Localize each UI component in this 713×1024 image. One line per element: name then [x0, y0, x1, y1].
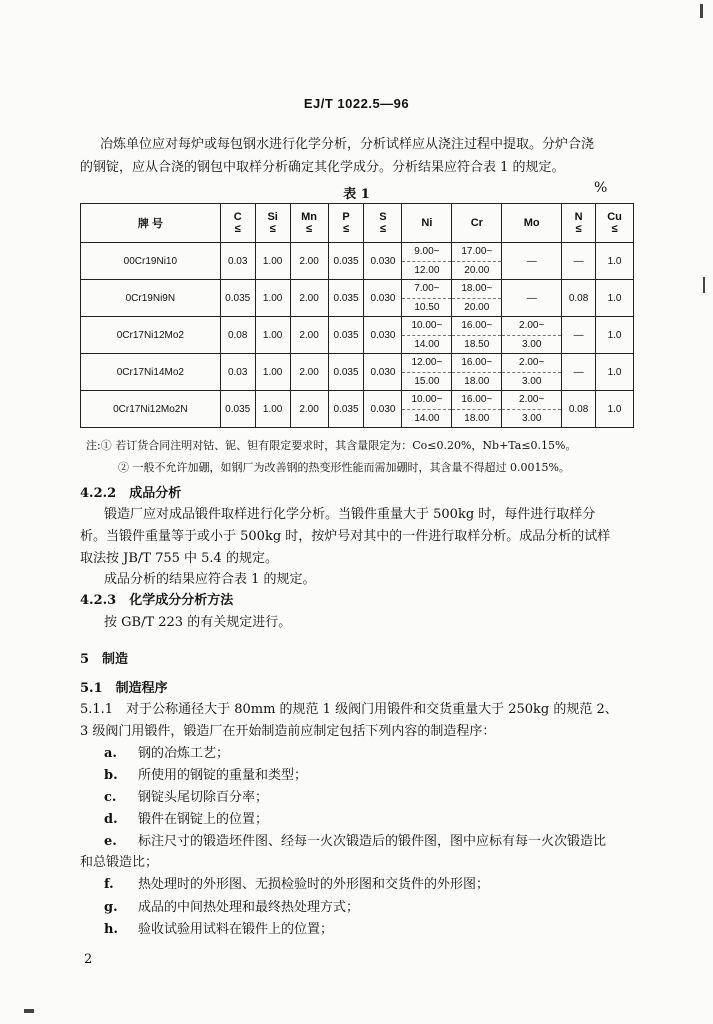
list-item-label: g.	[104, 900, 118, 915]
range-bound: 16.00~	[452, 354, 501, 373]
column-header: P ≤	[328, 204, 364, 243]
range-bound: 20.00	[464, 301, 490, 313]
table-cell-si: 1.00	[255, 354, 290, 391]
table-row	[81, 354, 634, 391]
range-bound: 17.00~	[452, 243, 501, 262]
table-cell-mn: 2.00	[290, 243, 328, 280]
list-item-text: 验收试验用试料在锻件上的位置；	[138, 922, 334, 937]
list-item	[104, 743, 229, 764]
list-item	[104, 809, 268, 830]
grade-cell: 0Cr17Ni12Mo2	[81, 317, 221, 354]
table-cell-s: 0.030	[364, 280, 402, 317]
range-bound: 2.00~	[502, 354, 561, 373]
table-cell-s: 0.030	[364, 391, 402, 428]
range-bound: 10.00~	[402, 317, 451, 336]
scan-mark	[700, 4, 703, 18]
table-cell-cr	[452, 391, 502, 428]
table-row	[81, 280, 634, 317]
range-bound: 15.00	[414, 375, 440, 387]
table-cell-cr	[452, 317, 502, 354]
table-cell-si: 1.00	[255, 280, 290, 317]
column-header: Si ≤	[255, 204, 290, 243]
list-item-label: b.	[104, 768, 118, 783]
range-bound: 3.00	[521, 412, 542, 424]
list-item	[80, 852, 158, 873]
column-header: S ≤	[364, 204, 402, 243]
section-5-1-heading: 5.1 制造程序	[80, 681, 168, 696]
list-item	[104, 787, 268, 808]
column-header: C ≤	[220, 204, 255, 243]
range-bound: 18.00	[464, 412, 490, 424]
table-cell-cu: 1.0	[596, 280, 634, 317]
list-item-label: e.	[104, 834, 117, 849]
table-cell-ni	[402, 354, 452, 391]
table-cell-cu: 1.0	[596, 243, 634, 280]
range-bound: 18.00	[464, 375, 490, 387]
table-cell-c: 0.035	[220, 280, 255, 317]
section-4-2-3-heading: 4.2.3 化学成分分析方法	[80, 593, 234, 608]
range-bound: 14.00	[414, 338, 440, 350]
standard-number-header: EJ/T 1022.5—96	[303, 96, 410, 111]
table-cell-p: 0.035	[328, 391, 364, 428]
section-4-2-2-heading: 4.2.2 成品分析	[80, 486, 182, 501]
range-bound: 16.00~	[452, 391, 501, 410]
grade-cell: 0Cr17Ni14Mo2	[81, 354, 221, 391]
table-header-row	[81, 204, 634, 243]
list-item-text: 成品的中间热处理和最终热处理方式；	[138, 900, 360, 915]
table-cell-cu: 1.0	[596, 317, 634, 354]
range-bound: 7.00~	[402, 280, 451, 299]
range-bound: 20.00	[464, 264, 490, 276]
range-bound: 2.00~	[502, 317, 561, 336]
range-bound: 12.00~	[402, 354, 451, 373]
list-item-text: 锻件在钢锭上的位置；	[138, 812, 269, 827]
table-cell-s: 0.030	[364, 317, 402, 354]
table-cell-c: 0.08	[220, 317, 255, 354]
table-cell-cr	[452, 354, 502, 391]
list-item-text: 钢锭头尾切除百分率；	[138, 790, 269, 805]
range-bound: 3.00	[521, 338, 542, 350]
list-item	[104, 831, 606, 852]
table-cell-cr	[452, 280, 502, 317]
table-cell-p: 0.035	[328, 243, 364, 280]
list-item-label: f.	[104, 877, 114, 892]
column-header: Cu ≤	[596, 204, 634, 243]
table-row	[81, 391, 634, 428]
paragraph-line: 5.1.1 对于公称通径大于 80mm 的规范 1 级阀门用锻件和交货重量大于 250kg 的规范 2、	[80, 702, 618, 717]
intro-line-2: 的钢锭，应从合浇的钢包中取样分析确定其化学成分。分析结果应符合表 1 的规定。	[80, 160, 565, 175]
table-cell-ni	[402, 391, 452, 428]
column-header: Mn ≤	[290, 204, 328, 243]
range-bound: 3.00	[521, 375, 542, 387]
table-cell-c: 0.03	[220, 243, 255, 280]
table-cell-n: —	[562, 243, 596, 280]
range-bound: 10.00~	[402, 391, 451, 410]
list-item	[104, 897, 359, 918]
table-cell-n: 0.08	[562, 391, 596, 428]
column-header: N ≤	[562, 204, 596, 243]
table-cell-ni	[402, 280, 452, 317]
grade-column-header: 牌 号	[81, 204, 221, 243]
paragraph-line: 锻造厂应对成品锻件取样进行化学分析。当锻件重量大于 500kg 时，每件进行取样分	[104, 507, 596, 522]
range-bound: 14.00	[414, 412, 440, 424]
range-bound: 18.50	[464, 338, 490, 350]
list-item	[104, 874, 489, 895]
table-cell-mn: 2.00	[290, 391, 328, 428]
table-cell-ni	[402, 317, 452, 354]
list-item	[104, 919, 333, 940]
table-cell-si: 1.00	[255, 243, 290, 280]
list-item-label: d.	[104, 812, 118, 827]
table-cell-p: 0.035	[328, 354, 364, 391]
table-cell-mo	[502, 391, 562, 428]
table-row	[81, 243, 634, 280]
range-bound: 10.50	[414, 301, 440, 313]
range-bound: 2.00~	[502, 391, 561, 410]
range-bound: 12.00	[414, 264, 440, 276]
list-item-label: a.	[104, 746, 117, 761]
range-bound: 9.00~	[402, 243, 451, 262]
table-cell-si: 1.00	[255, 391, 290, 428]
table-cell-c: 0.03	[220, 354, 255, 391]
list-item-text: 和总锻造比；	[80, 855, 159, 870]
table-cell-cu: 1.0	[596, 354, 634, 391]
range-bound: 16.00~	[452, 317, 501, 336]
table-cell-c: 0.035	[220, 391, 255, 428]
table-cell-mo: —	[502, 280, 562, 317]
composition-table	[80, 203, 634, 428]
scan-mark	[24, 1009, 34, 1013]
grade-cell: 00Cr19Ni10	[81, 243, 221, 280]
table-cell-s: 0.030	[364, 243, 402, 280]
table-cell-p: 0.035	[328, 280, 364, 317]
list-item-label: c.	[104, 790, 117, 805]
paragraph-line: 按 GB/T 223 的有关规定进行。	[104, 615, 292, 630]
table-note-1: 注:① 若订货合同注明对钴、铌、钽有限定要求时，其含量限定为：Co≤0.20%，Nb+Ta≤0.15%。	[86, 439, 577, 452]
paragraph-line: 3 级阀门用锻件，锻造厂在开始制造前应制定包括下列内容的制造程序：	[80, 724, 496, 739]
range-bound: 18.00~	[452, 280, 501, 299]
section-5-heading: 5 制造	[80, 652, 129, 667]
page-number: 2	[84, 952, 93, 967]
table-cell-n: —	[562, 317, 596, 354]
table-cell-cr	[452, 243, 502, 280]
table-cell-mo	[502, 354, 562, 391]
list-item-text: 所使用的钢锭的重量和类型；	[138, 768, 308, 783]
paragraph-line: 析。当锻件重量等于或小于 500kg 时，按炉号对其中的一件进行取样分析。成品分析的试样	[80, 529, 611, 544]
table-cell-mo	[502, 317, 562, 354]
list-item	[104, 765, 307, 786]
table-cell-p: 0.035	[328, 317, 364, 354]
column-header: Mo	[502, 204, 562, 243]
list-item-text: 标注尺寸的锻造坯件图、经每一火次锻造后的锻件图，图中应标有每一火次锻造比	[138, 834, 607, 849]
table-cell-n: 0.08	[562, 280, 596, 317]
column-header: Ni	[402, 204, 452, 243]
grade-cell: 0Cr17Ni12Mo2N	[81, 391, 221, 428]
table-title: 表 1	[343, 187, 370, 202]
table-row	[81, 317, 634, 354]
table-note-2: ② 一般不允许加硼，如钢厂为改善钢的热变形性能而需加硼时，其含量不得超过 0.0015%。	[118, 461, 570, 474]
paragraph-line: 成品分析的结果应符合表 1 的规定。	[104, 572, 316, 587]
table-cell-mn: 2.00	[290, 317, 328, 354]
list-item-text: 钢的冶炼工艺；	[138, 746, 230, 761]
table-cell-si: 1.00	[255, 317, 290, 354]
table-cell-mn: 2.00	[290, 354, 328, 391]
list-item-text: 热处理时的外形图、无损检验时的外形图和交货件的外形图；	[138, 877, 490, 892]
table-cell-mn: 2.00	[290, 280, 328, 317]
table-cell-ni	[402, 243, 452, 280]
column-header: Cr	[452, 204, 502, 243]
table-cell-s: 0.030	[364, 354, 402, 391]
list-item-label: h.	[104, 922, 118, 937]
table-cell-cu: 1.0	[596, 391, 634, 428]
scan-mark	[703, 277, 705, 293]
table-cell-n: —	[562, 354, 596, 391]
table-cell-mo: —	[502, 243, 562, 280]
paragraph-line: 取法按 JB/T 755 中 5.4 的规定。	[80, 551, 278, 566]
intro-line-1: 冶炼单位应对每炉或每包钢水进行化学分析，分析试样应从浇注过程中提取。分炉合浇	[100, 137, 595, 152]
grade-cell: 0Cr19Ni9N	[81, 280, 221, 317]
table-unit: %	[594, 180, 608, 196]
